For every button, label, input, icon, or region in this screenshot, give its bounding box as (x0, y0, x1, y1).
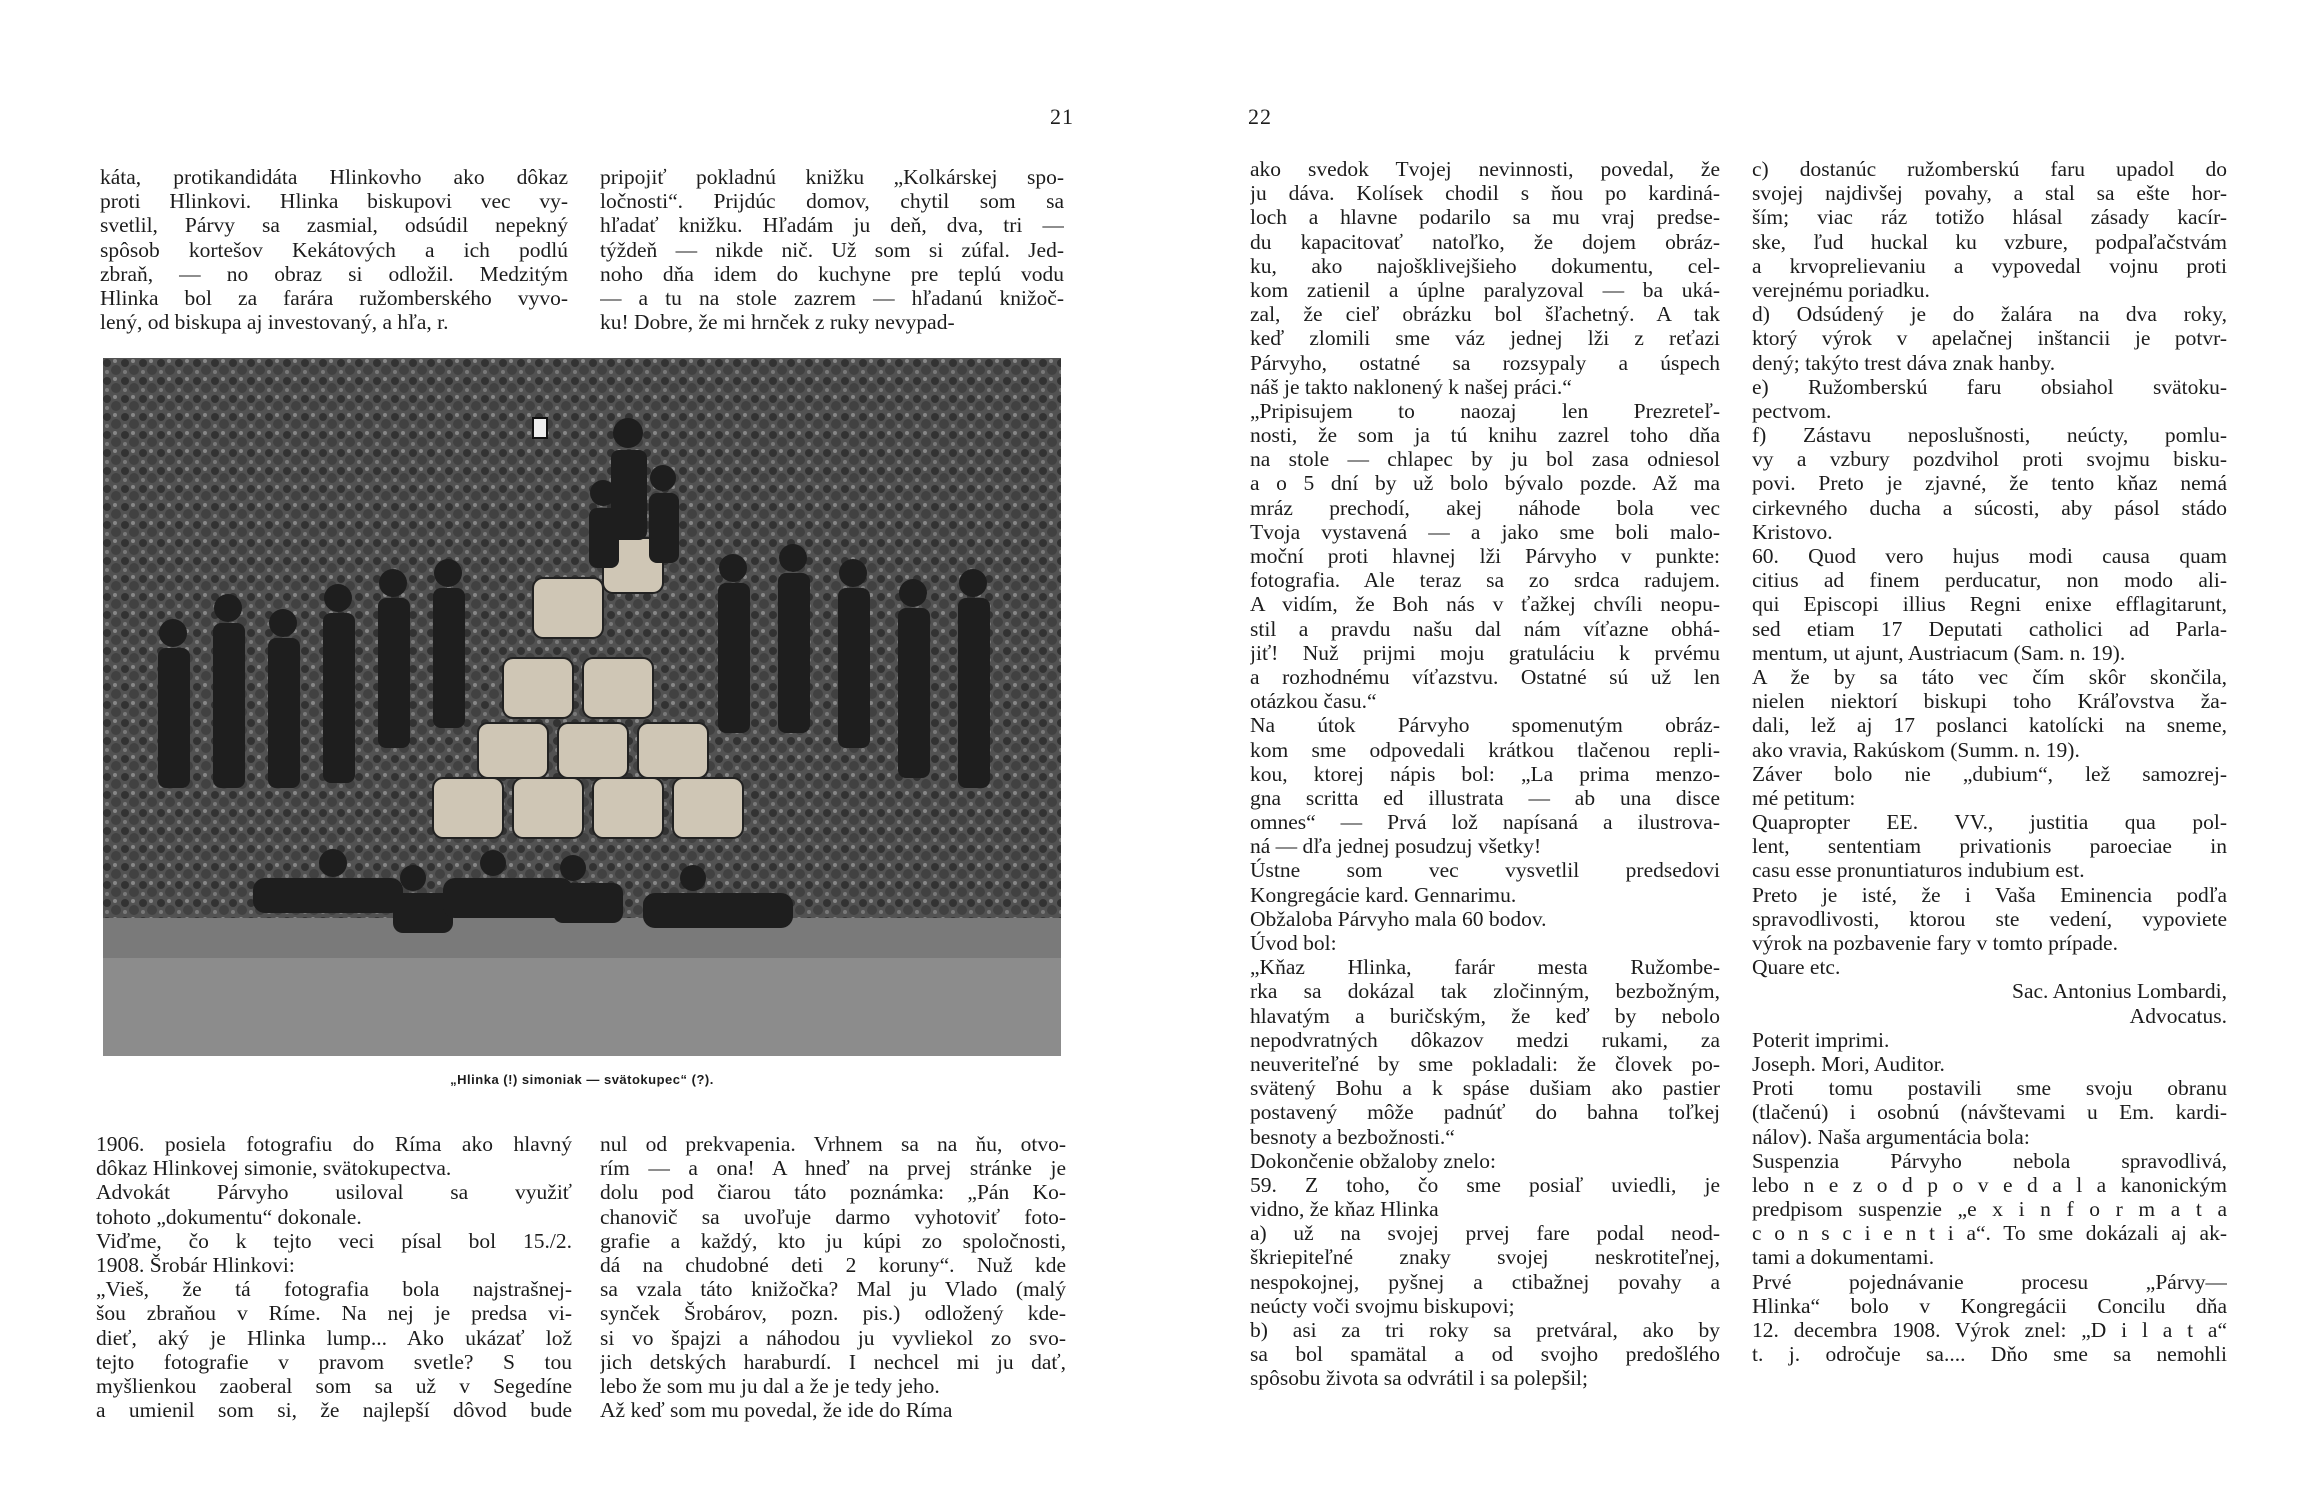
text-line: 1906. posiela fotografiu do Ríma ako hlavný (96, 1132, 572, 1156)
text-line: nálov). Naša argumentácia bola: (1752, 1124, 2030, 1149)
text-line: kou, ktorej nápis bol: „La prima menzo- (1250, 761, 1720, 786)
text-line: spôsobu života sa odvrátil i sa polepšil; (1250, 1366, 1588, 1391)
text-line: spravodlivosti, ktorou ste vedení, vypoviete (1752, 906, 2227, 931)
text-line: synček Šrobárov, pozn. pis.) odložený kde- (600, 1301, 1066, 1326)
page-number-right: 22 (1248, 104, 1272, 129)
text-line: otázkou času.“ (1250, 689, 1377, 714)
text-line: e) Ružomberskú faru obsiahol svätoku- (1752, 374, 2227, 399)
text-line: (tlačenú) i osobnú (návštevami u Em. kardi- (1752, 1100, 2227, 1125)
text-line: c o n s c i e n t i a“. To sme dokázali aj ak- (1752, 1221, 2227, 1246)
text-line: ako vravia, Rakúskom (Summ. n. 19). (1752, 737, 2080, 762)
text-line: na stole — chlapec by ju bol zasa odniesol (1250, 447, 1720, 472)
text-line: A vidím, že Boh nás v ťažkej chvíli neopu- (1250, 592, 1720, 617)
text-line: vidno, že kňaz Hlinka (1250, 1197, 1439, 1222)
text-line: lent, sententiam privationis paroeciae in (1752, 834, 2227, 859)
text-line: káta, protikandidáta Hlinkovho ako dôkaz (100, 165, 568, 189)
text-line: ším; viac ráz totižo hlásal zásady kacír- (1752, 205, 2227, 230)
text-line: svojej najdivšej povahy, a stal sa ešte hor- (1752, 181, 2227, 206)
text-line: kom zatienil a úplne paralyzoval — ba uká- (1250, 277, 1720, 302)
text-line: Párvyho, ostatné sa rozsypaly a úspech (1250, 350, 1720, 375)
text-line: du kapacitovať natoľko, že dojem obráz- (1250, 229, 1720, 254)
text-line: Kongregácie kard. Gennarimu. (1250, 882, 1517, 907)
text-line: — a tu na stole zazrem — hľadanú knižoč- (600, 285, 1064, 310)
text-line: casu esse pronuntiaturos indubium est. (1752, 858, 2085, 883)
text-line: sed etiam 17 Deputati catholici ad Parla- (1752, 616, 2227, 641)
text-line: chanovič sa uvoľuje darmo vyhotoviť foto- (600, 1204, 1066, 1229)
text-line: ná — dľa jednej posudzuj všetky! (1250, 834, 1542, 859)
text-line: ločnosti“. Prijdúc domov, chytil som sa (600, 189, 1064, 214)
right-col2 (1752, 157, 2227, 1366)
text-line: 60. Quod vero hujus modi causa quam (1752, 544, 2227, 568)
text-line: f) Zástavu neposlušnosti, neúcty, pomlu- (1752, 423, 2227, 448)
text-line: škriepiteľné znaky svojej neskrotiteľnej, (1250, 1245, 1720, 1270)
text-line: moční proti hlavnej lži Párvyho v punkte: (1250, 544, 1720, 568)
text-line: vy a vzbury pozdvihol proti svojmu bisku- (1752, 447, 2227, 472)
text-line: postavený môže padnúť do bahna toľkej (1250, 1100, 1720, 1125)
text-line: povi. Preto je zjavné, že tento kňaz nemá (1752, 471, 2227, 496)
text-line: Dokončenie obžaloby znelo: (1250, 1148, 1496, 1173)
left-col2-top (600, 165, 1064, 334)
text-line: jiť! Nuž prijmi moju gratuláciu k prvému (1250, 640, 1720, 665)
text-line: nepodvratných dôkazov medzi rukami, za (1250, 1027, 1720, 1052)
text-line: si vo špajzi a náhodou ju vyvliekol zo svo- (600, 1325, 1066, 1350)
text-line: ktorý výrok v apelačnej inštancii je potvr- (1752, 326, 2227, 351)
text-line: lebo n e z o d p o v e d a l a kanonickým (1752, 1172, 2227, 1197)
page-number-left: 21 (1050, 104, 1074, 129)
left-col2-bottom (600, 1132, 1066, 1422)
text-line: Hlinka bol za farára ružomberského vyvo- (100, 285, 568, 310)
text-line: tami a dokumentami. (1752, 1245, 1935, 1270)
text-line: Preto je isté, že i Vaša Eminencia podľa (1752, 882, 2227, 907)
text-line: Advokát Párvyho usiloval sa využiť (96, 1180, 572, 1205)
text-line: proti Hlinkovi. Hlinka biskupovi vec vy- (100, 189, 568, 214)
text-line: citius ad finem perducatur, non modo ali- (1752, 568, 2227, 593)
text-line: dený; takýto trest dáva znak hanby. (1752, 350, 2056, 375)
text-line: d) Odsúdený je do žalára na dva roky, (1752, 302, 2227, 327)
text-line: Úvod bol: (1250, 931, 1337, 955)
text-line: Ústne som vec vysvetlil predsedovi (1250, 858, 1720, 883)
text-line: šou zbraňou v Ríme. Na nej je predsa vi- (96, 1301, 572, 1326)
text-line: ku! Dobre, že mi hrnček z ruky nevypad- (600, 310, 955, 335)
text-line: mentum, ut ajunt, Austriacum (Sam. n. 19). (1752, 640, 2126, 665)
text-line: Joseph. Mori, Auditor. (1752, 1051, 1945, 1076)
text-line: hľadať knižku. Hľadám ju deň, dva, tri — (600, 213, 1064, 238)
text-line: qui Episcopi illius Regni enixe efflagitarunt, (1752, 592, 2227, 617)
text-line: lebo že som mu ju dal a že je tedy jeho. (600, 1373, 940, 1398)
text-line: Tvoja vystavená — a jako sme boli malo- (1250, 519, 1720, 544)
text-line: keď zlomili sme váz jednej lži z reťazi (1250, 326, 1720, 351)
text-line: pripojiť pokladnú knižku „Kolkárskej spo- (600, 165, 1064, 189)
text-line: Záver bolo nie „dubium“, lež samozrej- (1752, 761, 2227, 786)
text-line: náš je takto naklonený k našej práci.“ (1250, 374, 1572, 399)
group-photograph (103, 358, 1061, 1056)
text-line: „Vieš, že tá fotografia bola najstrašnej- (96, 1277, 572, 1302)
text-line: ku, ako najošklivejšieho dokumentu, cel- (1250, 253, 1720, 278)
text-line: mráz prechodí, akej náhode bola vec (1250, 495, 1720, 520)
text-line: nosti, že som ja tú knihu zazrel toho dňa (1250, 423, 1720, 448)
text-line: A že by sa táto vec čím skôr skončila, (1752, 664, 2227, 689)
text-line: grafie a každý, kto ju kúpi zo spoločnosti, (600, 1228, 1066, 1253)
text-line: „Kňaz Hlinka, farár mesta Ružombe- (1250, 955, 1720, 980)
text-line: ske, ľud huckal ku vzbure, podpaľačstvám (1752, 229, 2227, 254)
text-line: sa bol spamätal a od svojho predošlého (1250, 1342, 1720, 1367)
text-line: ako svedok Tvojej nevinnosti, povedal, že (1250, 157, 1720, 181)
text-line: nielen niektorí biskupi toho Kráľovstva ža- (1752, 689, 2227, 714)
text-line: pectvom. (1752, 398, 1832, 423)
text-line: Poterit imprimi. (1752, 1027, 1890, 1052)
text-line: ju dáva. Kolísek chodil s ňou po kardiná- (1250, 181, 1720, 206)
text-line: myšlienkou zaoberal som sa už v Segedíne (96, 1373, 572, 1398)
text-line: Kristovo. (1752, 519, 1833, 544)
text-line: b) asi za tri roky sa pretváral, ako by (1250, 1318, 1720, 1342)
text-line: kom sme odpovedali krátkou tlačenou repli- (1250, 737, 1720, 762)
text-line: dôkaz Hlinkovej simonie, svätokupectva. (96, 1156, 452, 1181)
text-line: predpisom suspenzie „e x i n f o r m a t a (1752, 1197, 2227, 1222)
text-line: 1908. Šrobár Hlinkovi: (96, 1252, 295, 1277)
text-line: nespokojnej, pyšnej a ctibažnej povahy a (1250, 1269, 1720, 1294)
text-line: Suspenzia Párvyho nebola spravodlivá, (1752, 1148, 2227, 1173)
text-line: fotografia. Ale teraz sa zo srdca radujem. (1250, 568, 1720, 593)
text-line: neuveriteľné by sme pokladali: že človek po- (1250, 1051, 1720, 1076)
text-line: Proti tomu postavili sme svoju obranu (1752, 1076, 2227, 1101)
text-line: Hlinka“ bolo v Kongregácii Concilu dňa (1752, 1293, 2227, 1318)
text-line: verejnému poriadku. (1752, 277, 1930, 302)
text-line: dá na chudobné deti 2 koruny“. Nuž kde (600, 1252, 1066, 1277)
text-line: t. j. odročuje sa.... Dňo sme sa nemohli (1752, 1342, 2227, 1367)
text-line: c) dostanúc ružomberskú faru upadol do (1752, 157, 2227, 181)
text-line: Prvé pojednávanie procesu „Párvy— (1752, 1269, 2227, 1294)
left-col1-top (100, 165, 568, 334)
text-line: Obžaloba Párvyho mala 60 bodov. (1250, 906, 1547, 931)
text-line: loch a hlavne podarilo sa mu vraj predse- (1250, 205, 1720, 230)
text-line: „Pripisujem to naozaj len Prezreteľ- (1250, 398, 1720, 423)
text-line: 59. Z toho, čo sme posiaľ uviedli, je (1250, 1172, 1720, 1197)
text-line: dolu pod čiarou táto poznámka: „Pán Ko- (600, 1180, 1066, 1205)
text-line: Advocatus. (2129, 1003, 2227, 1028)
text-line: noho dňa idem do kuchyne pre teplú vodu (600, 261, 1064, 286)
text-line: sa vzala táto knižočka? Mal ju Vlado (malý (600, 1277, 1066, 1302)
text-line: svetlil, Párvy sa zasmial, odsúdil nepekný (100, 213, 568, 238)
text-line: a o 5 dní by už bolo bývalo pozde. Až ma (1250, 471, 1720, 496)
text-line: omnes“ — Prvá lož napísaná a ilustrova- (1250, 810, 1720, 835)
text-line: spôsob kortešov Kekátových a ich podlú (100, 237, 568, 262)
text-line: dali, lež aj 17 poslanci katolícki na sneme, (1752, 713, 2227, 738)
text-line: gna scritta ed illustrata — ab una disce (1250, 785, 1720, 810)
text-line: Quare etc. (1752, 955, 1841, 980)
text-line: a) už na svojej prvej fare podal neod- (1250, 1221, 1720, 1246)
text-line: a krvoprelievaniu a vypovedal vojnu proti (1752, 253, 2227, 278)
text-line: rka sa dokázal tak zločinným, bezbožným, (1250, 979, 1720, 1004)
text-line: a rozhodnému víťazstvu. Ostatné sú už len (1250, 664, 1720, 689)
text-line: Až keď som mu povedal, že ide do Ríma (600, 1398, 953, 1423)
text-line: Viďme, čo k tejto veci písal bol 15./2. (96, 1228, 572, 1253)
text-line: cirkevného ducha a súcosti, aby pásol stádo (1752, 495, 2227, 520)
text-line: týždeň — nikde nič. Už som si zúfal. Jed- (600, 237, 1064, 262)
text-line: besnoty a bezbožnosti.“ (1250, 1124, 1455, 1149)
text-line: tohoto „dokumentu“ dokonale. (96, 1204, 362, 1229)
right-col1 (1250, 157, 1720, 1391)
text-line: zal, že cieľ obrázku bol šľachetný. A tak (1250, 302, 1720, 327)
text-line: lený, od biskupa aj investovaný, a hľa, r. (100, 310, 449, 335)
text-line: rím — a ona! A hneď na prvej stránke je (600, 1156, 1066, 1181)
text-line: Na útok Párvyho spomenutým obráz- (1250, 713, 1720, 738)
text-line: tejto fotografie v pravom svetle? S tou (96, 1349, 572, 1374)
text-line: Quapropter EE. VV., justitia qua pol- (1752, 810, 2227, 835)
text-line: Sac. Antonius Lombardi, (2012, 979, 2227, 1004)
text-line: výrok na pozbavenie fary v tomto prípade. (1752, 931, 2118, 955)
text-line: dieť, aký je Hlinka lump... Ako ukázať lož (96, 1325, 572, 1350)
text-line: jich detských haraburdí. I nechcel mi ju dať, (600, 1349, 1066, 1374)
photo-caption: „Hlinka (!) simoniak — svätokupec“ (?). (450, 1072, 714, 1087)
text-line: nul od prekvapenia. Vrhnem sa na ňu, otvo- (600, 1132, 1066, 1156)
text-line: hlavatým a buričským, že keď by nebolo (1250, 1003, 1720, 1028)
text-line: a umienil som si, že najlepší dôvod bude (96, 1398, 572, 1423)
text-line: zbraň, — no obraz si odložil. Medzitým (100, 261, 568, 286)
text-line: stil a pravdu našu dal nám víťazne obhá- (1250, 616, 1720, 641)
text-line: neúcty voči svojmu biskupovi; (1250, 1293, 1515, 1318)
text-line: mé petitum: (1752, 785, 1856, 810)
left-col1-bottom (96, 1132, 572, 1422)
text-line: svätený Bohu a k spáse dušiam ako pastier (1250, 1076, 1720, 1101)
text-line: 12. decembra 1908. Výrok znel: „D i l a t a“ (1752, 1318, 2227, 1342)
